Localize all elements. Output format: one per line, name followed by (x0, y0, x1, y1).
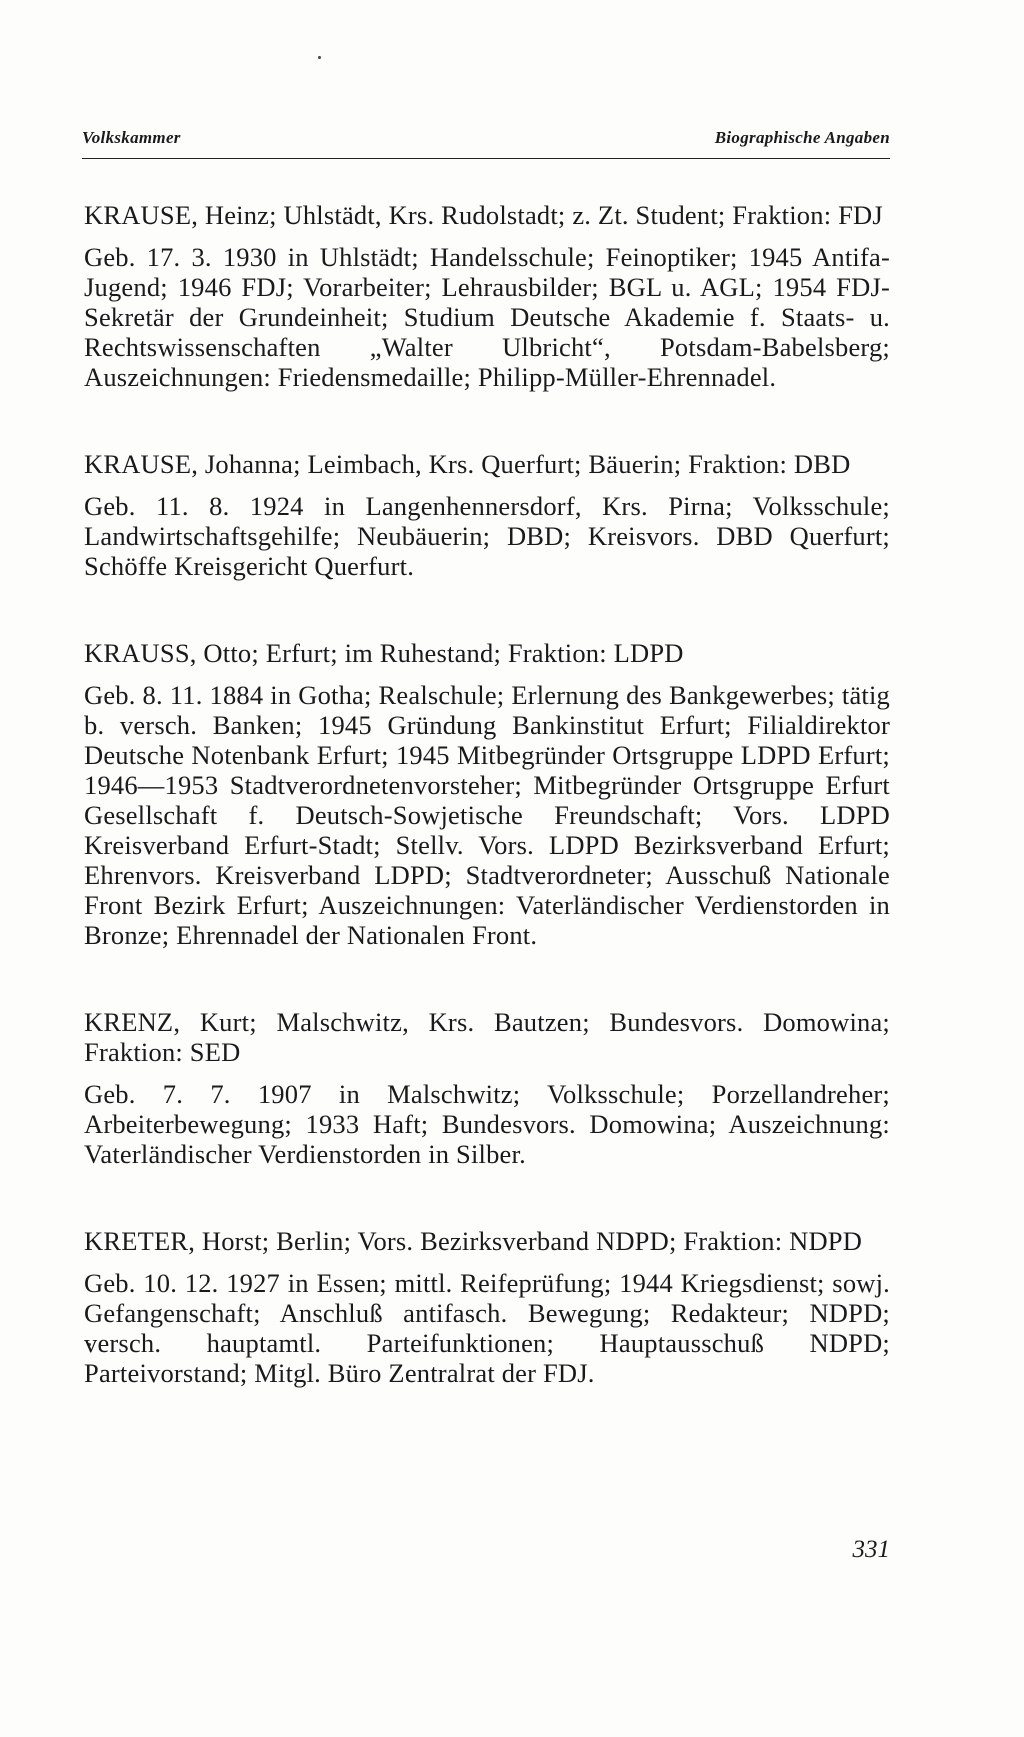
entry-heading: KRETER, Horst; Berlin; Vors. Bezirksverband NDPD; Fraktion: NDPD (84, 1226, 863, 1256)
header-left-title: Volkskammer (82, 128, 181, 147)
print-speck (318, 56, 321, 59)
entry-biography: Geb. 17. 3. 1930 in Uhlstädt; Handelsschule; Feinoptiker; 1945 Antifa-Jugend; 1946 FDJ; Vorarbeiter; Lehrausbilder; BGL u. AGL; 1954 FDJ-Sekretär der Grundeinheit; Studium Deutsche Akademie f. Staats- u. Rechtswissenschaften „Walter Ulbricht“, Potsdam-Babelsberg; Auszeichnungen: Friedensmedaille; Philipp-Müller-Ehrennadel. (84, 242, 890, 392)
entry-heading: KRAUSE, Heinz; Uhlstädt, Krs. Rudolstadt; z. Zt. Student; Fraktion: FDJ (84, 200, 883, 230)
entry-heading: KRAUSS, Otto; Erfurt; im Ruhestand; Fraktion: LDPD (84, 638, 684, 668)
page-number: 331 (852, 1536, 890, 1563)
biography-entry (84, 449, 890, 581)
entry-biography: Geb. 8. 11. 1884 in Gotha; Realschule; Erlernung des Bankgewerbes; tätig b. versch. Banken; 1945 Gründung Bankinstitut Erfurt; Filialdirektor Deutsche Notenbank Erfurt; 1945 Mitbegründer Ortsgruppe LDPD Erfurt; 1946—1953 Stadtverordnetenvorsteher; Mitbegründer Ortsgruppe Erfurt Gesellschaft f. Deutsch-Sowjetische Freundschaft; Vors. LDPD Kreisverband Erfurt-Stadt; Stellv. Vors. LDPD Bezirksverband Erfurt; Ehrenvors. Kreisverband LDPD; Stadtverordneter; Ausschuß Nationale Front Bezirk Erfurt; Auszeichnungen: Vaterländischer Verdienstorden in Bronze; Ehrennadel der Nationalen Front. (84, 680, 890, 950)
entry-biography: Geb. 11. 8. 1924 in Langenhennersdorf, Krs. Pirna; Volksschule; Landwirtschaftsgehilfe; Neubäuerin; DBD; Kreisvors. DBD Querfurt; Schöffe Kreisgericht Querfurt. (84, 491, 890, 581)
entry-heading: KRENZ, Kurt; Malschwitz, Krs. Bautzen; Bundesvors. Domowina; Fraktion: SED (84, 1007, 890, 1067)
biography-entry (84, 638, 890, 950)
biography-entry (84, 1226, 890, 1388)
entry-biography: Geb. 7. 7. 1907 in Malschwitz; Volksschule; Porzellandreher; Arbeiterbewegung; 1933 Haft; Bundesvors. Domowina; Auszeichnung: Vaterländischer Verdienstorden in Silber. (84, 1079, 890, 1169)
header-right-title: Biographische Angaben (714, 128, 890, 147)
biography-entry (84, 1007, 890, 1169)
entry-biography: Geb. 10. 12. 1927 in Essen; mittl. Reifeprüfung; 1944 Kriegsdienst; sowj. Gefangenschaft; Anschluß antifasch. Bewegung; Redakteur; NDPD; versch. hauptamtl. Parteifunktionen; Hauptausschuß NDPD; Parteivorstand; Mitgl. Büro Zentralrat der FDJ. (84, 1268, 890, 1388)
entry-heading: KRAUSE, Johanna; Leimbach, Krs. Querfurt; Bäuerin; Fraktion: DBD (84, 449, 851, 479)
running-header (82, 128, 890, 159)
biography-list (84, 200, 890, 1445)
biography-entry (84, 200, 890, 392)
